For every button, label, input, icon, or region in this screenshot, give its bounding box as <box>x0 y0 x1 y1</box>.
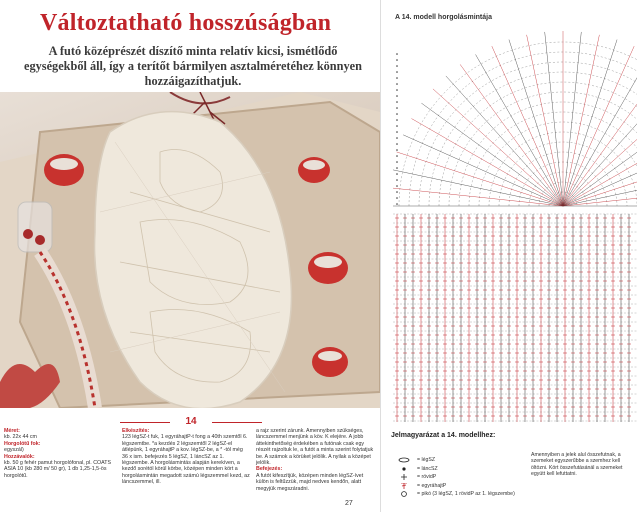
legend-label: = rövidP <box>417 474 437 480</box>
legend-item-slip <box>395 465 515 474</box>
materials-column <box>4 428 116 479</box>
finishing-heading: Befejezés: <box>256 466 283 473</box>
legend-label: = láncSZ <box>417 465 438 472</box>
hook-value: egyszál) <box>4 447 24 454</box>
instructions-heading: Elkészítés: <box>122 428 150 434</box>
right-magazine-page <box>380 0 640 512</box>
legend-title: Jelmagyarázat a 14. modellhez: <box>391 432 496 439</box>
instructions-text: 123 légSZ-t fuk, 1 egyráhajtP-t fong a 40th szemtől 6. légszemtbe. *a kezdés 2 légszemtől 2 légSZ-el átlépünk, 1 egyráhajtP a kov. légSZ-be, a * -tól még 36 x ism. befejezés 5 légSZ, 1 láncSZ az 1. légszembe. A horgolásmintás alapján kerekíven, a kezdő sorétól körül körbe, középen minden kört a horgolásmintán megadott számú légszemmel kezd, az láncszemmel, ill. <box>122 434 250 486</box>
legend-item-dc <box>395 482 515 491</box>
doily-photo-illustration <box>0 92 380 408</box>
crochet-chart-diagram <box>393 24 637 424</box>
finishing-text: A futót kifeszítjük, középen minden légSZ-ívet külön is feltűzzük, majd nedves kendőn, alatt megyjük megszáradni. <box>256 472 364 492</box>
size-value: kb. 22x 44 cm <box>4 434 37 441</box>
pattern-number: 14 <box>185 416 197 427</box>
legend <box>395 456 515 499</box>
picot-icon <box>395 491 413 497</box>
hook-heading: Horgolótű fok: <box>4 440 41 447</box>
legend-label: = légSZ <box>417 457 436 463</box>
doily-photo <box>0 92 380 408</box>
divider-left <box>120 422 170 423</box>
materials-value: kb. 50 g fehér pamut horgolófonal, pl. COATS ASIA 10 (kb 280 m/ 50 gr), 1 db 1,25-1,5-ös horgolótű. <box>4 460 112 479</box>
legend-label: = pikó (3 légSZ, 1 rövidP az 1. légszembe) <box>417 491 515 497</box>
instructions-column <box>122 428 250 486</box>
chain-stitch-icon <box>395 457 413 463</box>
finishing-column <box>256 428 376 492</box>
legend-label: = egyráhajtP <box>417 482 447 489</box>
single-crochet-icon <box>395 474 413 480</box>
divider-right <box>212 422 262 423</box>
size-heading: Méret: <box>4 428 20 434</box>
materials-heading: Hozzávalók: <box>4 453 35 460</box>
double-crochet-icon <box>395 483 413 489</box>
instructions-continued: a rajz szerint zárunk. Amennyiben szükséges, láncszemmel menjünk a köv. K elejére. A jobb áttekinthetőség érdekében a futónak csak egy részét rajzoltuk le, a futót a minta szerint folytatjuk be. A számok a körüket jelölik. A nyilak a középet jelölik. <box>256 428 374 467</box>
page-number: 27 <box>345 500 353 507</box>
legend-item-chain <box>395 456 515 465</box>
slip-stitch-icon <box>395 466 413 472</box>
page-subtitle: A futó középrészét díszítő minta relatív kicsi, ismétlődő egységekből áll, így a terítőt bármilyen asztalméretéhez könnyen hozzáigazíthatjuk. <box>24 44 362 88</box>
legend-note: Amennyiben a jelek alul összefutnak, a szemeket egyszerűbbe a szemhez kell öltözni. Kört összefutásánál a szemeket együtt kell lefuttatni. <box>531 452 623 478</box>
page-title: Változtatható hosszúságban <box>40 10 332 36</box>
crochet-chart <box>393 24 637 424</box>
legend-item-sc <box>395 473 515 482</box>
crochet-chart-title: A 14. modell horgolásmintája <box>395 14 492 21</box>
legend-item-picot <box>395 490 515 499</box>
